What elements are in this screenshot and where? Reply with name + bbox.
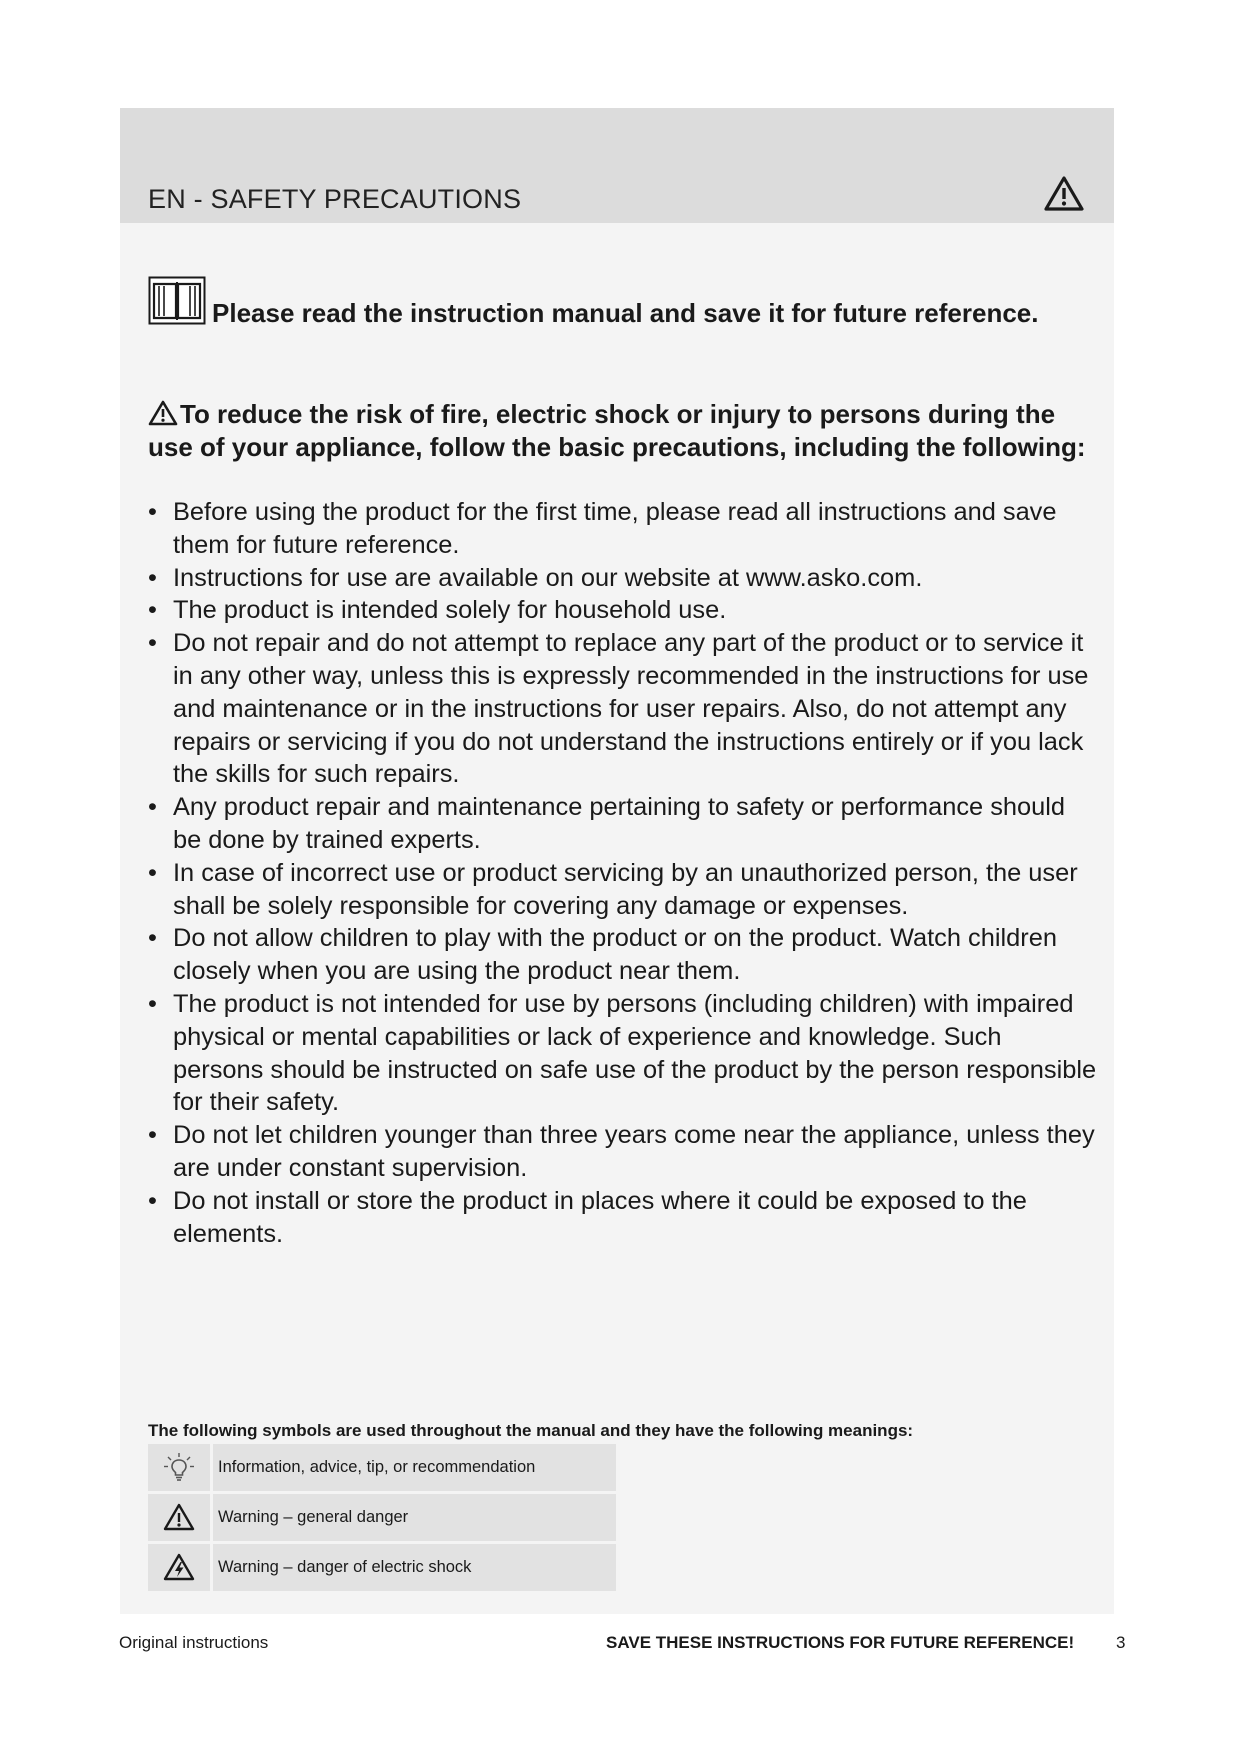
warning-triangle-icon (1044, 176, 1084, 212)
symbol-description: Warning – general danger (218, 1508, 409, 1526)
warning-triangle-icon (148, 400, 178, 426)
symbol-description: Warning – danger of electric shock (218, 1558, 472, 1576)
read-manual-notice (148, 276, 1098, 336)
symbol-row (148, 1494, 616, 1541)
list-item: • The product is not intended for use by persons (including children) with impaired physical or mental capabilities or lack of experience and knowledge. Such persons should be instructed on safe use of the product by the person responsible for their safety. (148, 988, 1098, 1119)
intro-paragraph (148, 398, 1088, 464)
lightbulb-icon (163, 1452, 195, 1482)
warning-triangle-icon (163, 1502, 195, 1532)
intro-text: To reduce the risk of fire, electric shock or injury to persons during the use of your appliance, follow the basic precautions, including the following: (148, 399, 1086, 462)
list-item: • Do not repair and do not attempt to replace any part of the product or to service it in any other way, unless this is expressly recommended in the instructions for use and maintenance or in the instructions for user repairs. Also, do not attempt any repairs or servicing if you do not understand the instructions entirely or if you lack the skills for such repairs. (148, 627, 1098, 791)
symbols-heading: The following symbols are used throughout the manual and they have the following meanings: (148, 1421, 914, 1440)
list-item: • Do not allow children to play with the product or on the product. Watch children closely when you are using the product near them. (148, 922, 1098, 988)
safety-panel (120, 108, 1114, 1614)
list-item: • The product is intended solely for household use. (148, 594, 1098, 627)
list-item: • In case of incorrect use or product servicing by an unauthorized person, the user shall be solely responsible for covering any damage or expenses. (148, 857, 1098, 923)
symbol-row (148, 1544, 616, 1591)
section-title: EN - SAFETY PRECAUTIONS (148, 184, 522, 214)
footer-save-notice: SAVE THESE INSTRUCTIONS FOR FUTURE REFERENCE! (606, 1633, 1075, 1652)
list-item: • Do not let children younger than three years come near the appliance, unless they are under constant supervision. (148, 1119, 1098, 1185)
header-band (120, 108, 1114, 223)
read-manual-text: Please read the instruction manual and save it for future reference. (212, 298, 1039, 328)
electric-shock-icon (163, 1552, 195, 1582)
list-item: • Do not install or store the product in places where it could be exposed to the elements. (148, 1185, 1098, 1251)
book-icon (148, 276, 206, 326)
symbol-description: Information, advice, tip, or recommendation (218, 1458, 536, 1476)
footer-original-instructions: Original instructions (119, 1633, 269, 1652)
list-item: • Before using the product for the first time, please read all instructions and save them for future reference. (148, 496, 1098, 562)
list-item: • Instructions for use are available on our website at www.asko.com. (148, 562, 1098, 595)
symbols-table (148, 1444, 616, 1594)
precautions-list (148, 496, 1098, 1250)
symbol-row (148, 1444, 616, 1491)
list-item: • Any product repair and maintenance pertaining to safety or performance should be done by trained experts. (148, 791, 1098, 857)
page-number: 3 (1116, 1633, 1126, 1652)
